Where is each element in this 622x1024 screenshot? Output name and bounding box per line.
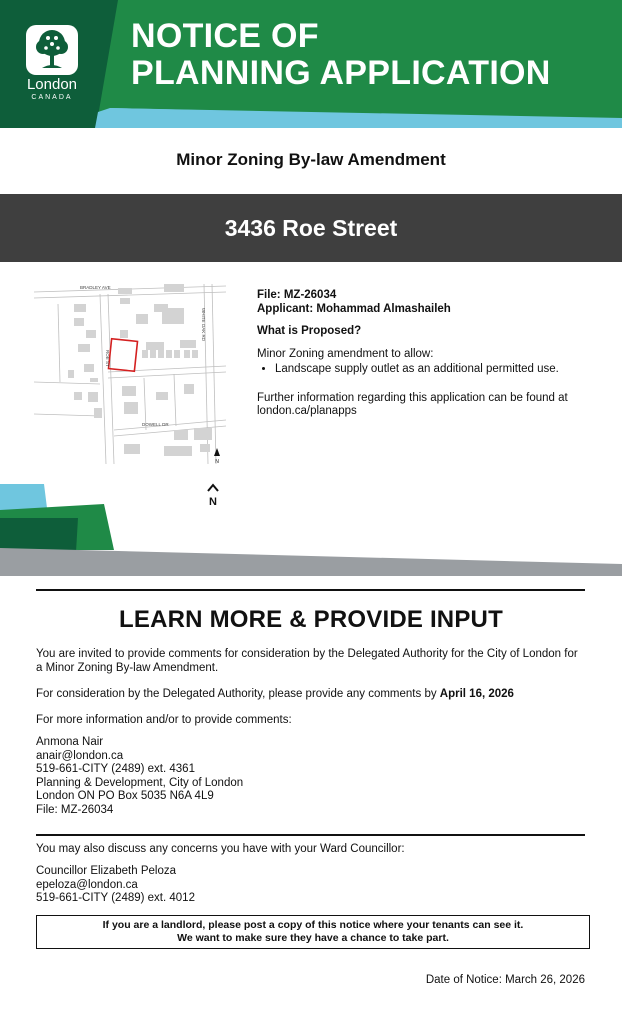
- street-label-bradley: BRADLEY AVE: [80, 285, 111, 290]
- list-item: • Landscape supply outlet as an additional permitted use.: [275, 363, 560, 377]
- learn-more-heading: LEARN MORE & PROVIDE INPUT: [119, 606, 503, 633]
- street-label-white-oak: WHITE OAK RD: [201, 308, 206, 342]
- application-info: [257, 289, 602, 419]
- london-logo-icon: [26, 25, 78, 75]
- logo-city-label: London: [26, 76, 78, 93]
- landlord-notice-line-2: We want to make sure they have a chance to take part.: [177, 932, 449, 944]
- planner-email[interactable]: anair@london.ca: [36, 749, 124, 762]
- proposed-list: [257, 363, 602, 377]
- planner-phone: 519-661-CITY (2489) ext. 4361: [36, 763, 195, 776]
- map-north-small-label: N: [215, 459, 219, 464]
- deadline-date: April 16, 2026: [439, 688, 514, 700]
- north-label: N: [209, 496, 217, 508]
- address-band: [0, 194, 622, 262]
- proposed-heading: What is Proposed?: [257, 325, 362, 337]
- divider: [36, 834, 585, 836]
- councillor-intro-text: [36, 843, 586, 857]
- logo-country-label: CANADA: [31, 94, 73, 101]
- further-info: Further information regarding this application can be found at london.ca/planapps: [257, 391, 568, 417]
- planner-mailing-address: London ON PO Box 5035 N6A 4L9: [36, 790, 214, 803]
- title-line-1: NOTICE OF: [131, 17, 319, 55]
- deadline-text: [36, 688, 586, 702]
- deadline-prefix: For consideration by the Delegated Authority, please provide any comments by: [36, 688, 440, 700]
- street-label-roe: ROE ST: [105, 350, 110, 367]
- application-type-subtitle: Minor Zoning By-law Amendment: [176, 150, 446, 169]
- applicant-name: Applicant: Mohammad Almashaileh: [257, 302, 451, 315]
- more-info-paragraph: For more information and/or to provide comments:: [36, 714, 292, 726]
- more-info-text: [36, 714, 586, 728]
- planner-department: Planning & Development, City of London: [36, 776, 244, 789]
- file-number: File: MZ-26034: [257, 289, 337, 301]
- landlord-notice-line-1: If you are a landlord, please post a copy of this notice where your tenants can see it.: [102, 919, 524, 931]
- title-line-2: PLANNING APPLICATION: [131, 54, 551, 92]
- councillor-intro: You may also discuss any concerns you have with your Ward Councillor:: [36, 843, 405, 855]
- planner-file: File: MZ-26034: [36, 803, 114, 816]
- page-title: [131, 18, 551, 92]
- location-map: [34, 274, 226, 464]
- invite-text: [36, 648, 586, 675]
- date-of-notice: Date of Notice: March 26, 2026: [425, 974, 585, 986]
- planner-name: Anmona Nair: [36, 736, 104, 748]
- proposed-intro: Minor Zoning amendment to allow:: [257, 347, 434, 360]
- street-label-dowell: DOWELL DR: [142, 422, 169, 427]
- decorative-shapes: [0, 480, 622, 580]
- councillor-contact: [36, 865, 586, 906]
- site-address: 3436 Roe Street: [224, 215, 398, 241]
- divider: [36, 589, 585, 591]
- councillor-email[interactable]: epeloza@london.ca: [36, 878, 138, 891]
- councillor-phone: 519-661-CITY (2489) ext. 4012: [36, 892, 195, 905]
- planner-contact: [36, 736, 586, 818]
- landlord-notice-box: [36, 915, 590, 949]
- header-banner: [0, 0, 622, 128]
- invite-paragraph: You are invited to provide comments for consideration by the Delegated Authority for the City of London for a Minor Zoning By-law Amendment.: [36, 648, 578, 674]
- councillor-name: Councillor Elizabeth Peloza: [36, 865, 176, 877]
